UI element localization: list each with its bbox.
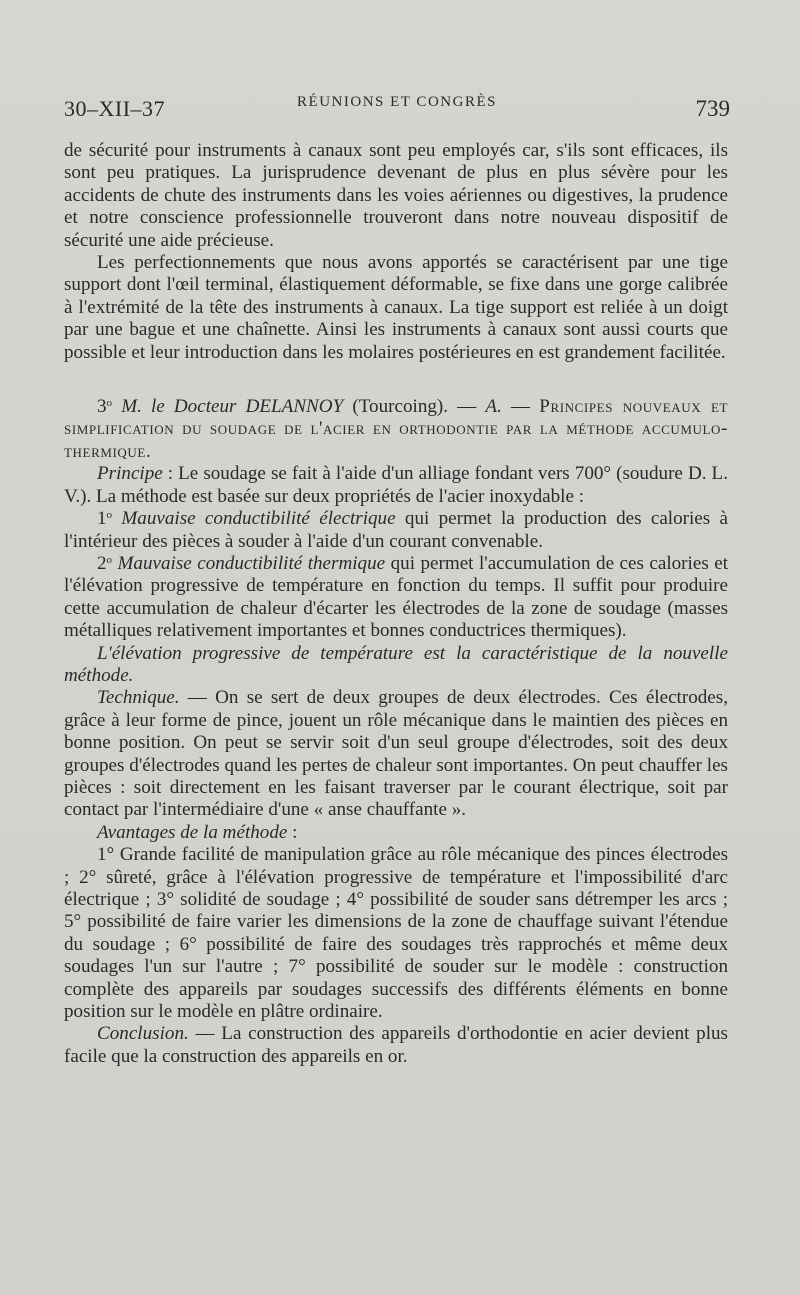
talk-title: Principes nouveaux et simplification du soudage de l'acier en orthodontie par la méthode accumulo-thermique. (64, 396, 729, 462)
item-1-sup: o (106, 509, 113, 522)
paragraph-2: Les perfectionnements que nous avons apportés se caractérisent par une tige support dont l'œil terminal, élastiquement déformable, se fixe dans une gorge calibrée à l'extrémité de la tête des instruments à canaux. La tige support est reliée à un doigt par une bague et une chaînette. Ainsi les instruments à canaux sont aussi courts que possible et leur introduction dans les molaires postérieures en est grandement facilitée. (64, 252, 728, 363)
avantages-colon: : (287, 821, 298, 843)
emphasis-paragraph (64, 643, 728, 688)
talk-letter: A. (485, 396, 502, 418)
item-2 (64, 553, 728, 643)
page-number: 739 (695, 96, 730, 121)
paragraph-1: de sécurité pour instruments à canaux sont peu employés car, s'ils sont efficaces, ils sont peu pratiques. La jurisprudence devenant de plus en plus sévère pour les accidents de chute des instruments dans les voies aériennes ou digestives, la prudence et notre conscience professionnelle trouveront dans notre nouveau dispositif de sécurité une aide précieuse. (64, 140, 728, 251)
header-date: 30–XII–37 (64, 96, 166, 121)
talk-dash: — (511, 396, 531, 418)
item-2-label: Mauvaise conductibilité thermique (117, 552, 386, 574)
talk-author: M. le Docteur DELANNOY (121, 396, 344, 418)
running-head (64, 92, 730, 124)
avantages-paragraph: 1° Grande facilité de manipulation grâce au rôle mécanique des pinces électrodes ; 2° sûreté, grâce à l'élévation progressive de température et l'impossibilité d'arc électrique ; 3° solidité de soudage ; 4° possibilité de souder sans détremper les arcs ; 5° possibilité de faire varier les dimensions de la zone de chauffage suivant l'étendue du soudage ; 6° possibilité de faire des soudages très rapprochés et même deux soudages l'un sur l'autre ; 7° possibilité de souder sur le modèle : construction complète des appareils par soudages successifs des différents éléments en bonne position sur le modèle en plâtre ordinaire. (64, 844, 728, 1023)
talk-city: (Tourcoing). — (352, 396, 477, 418)
item-1-text: qui permet la production des calories à l'intérieur des pièces à souder à l'aide d'un courant convenable. (64, 508, 729, 552)
technique-text: — On se sert de deux groupes de deux électrodes. Ces électrodes, grâce à leur forme de pince, jouent un rôle mécanique dans le maintien des pièces en bonne position. On peut se servir soit d'un seul groupe d'électrodes, soit des deux groupes d'électrodes quand les pertes de chaleur sont importantes. On peut chauffer les pièces : soit directement en les faisant traverser par le courant électrique, soit par contact par l'intermédiaire d'une « anse chauffante ». (64, 687, 728, 821)
conclusion-label: Conclusion. (97, 1023, 189, 1045)
article-body (64, 140, 728, 1068)
technique-paragraph (64, 687, 728, 821)
item-1 (64, 508, 728, 553)
talk-heading (64, 396, 728, 463)
talk-number: 3 (97, 396, 107, 418)
item-2-num: 2 (97, 552, 107, 574)
conclusion-text: — La construction des appareils d'orthodontie en acier devient plus facile que la construction des appareils en or. (64, 1023, 728, 1067)
avantages-label: Avantages de la méthode (97, 821, 288, 843)
emphasis-text: L'élévation progressive de température est la caractéristique de la nouvelle méthode. (64, 642, 728, 686)
technique-label: Technique. (97, 687, 180, 709)
principe-label: Principe (97, 463, 163, 485)
item-2-text: qui permet l'accumulation de ces calories et l'élévation progressive de température en fonction du temps. Il suffit pour produire cette accumulation de chaleur d'écarter les électrodes de la zone de soudage (masses métalliques relativement importantes et bonnes conductrices thermiques). (64, 552, 728, 642)
principe-text: : Le soudage se fait à l'aide d'un alliage fondant vers 700° (soudure D. L. V.). La méthode est basée sur deux propriétés de l'acier inoxydable : (64, 463, 728, 507)
item-2-sup: o (106, 553, 113, 566)
avantages-heading (64, 822, 728, 844)
principe-paragraph (64, 463, 728, 508)
talk-number-sup: o (106, 397, 113, 410)
item-1-label: Mauvaise conductibilité électrique (121, 508, 396, 530)
item-1-num: 1 (97, 508, 107, 530)
conclusion-paragraph (64, 1023, 728, 1068)
header-section: RÉUNIONS ET CONGRÈS (297, 94, 497, 110)
